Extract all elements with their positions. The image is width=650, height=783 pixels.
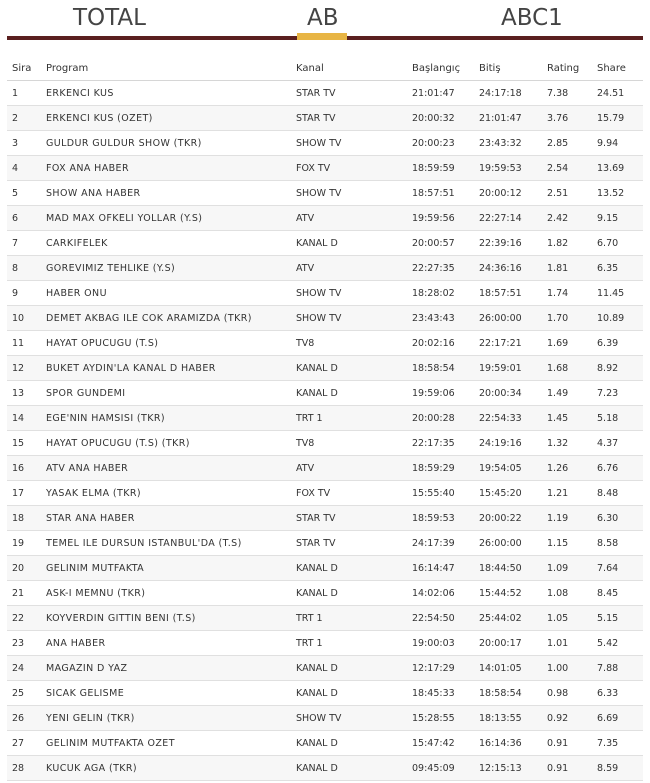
- cell-sira: 15: [7, 431, 41, 456]
- cell-share: 8.58: [592, 531, 643, 556]
- cell-bitis: 26:00:00: [474, 306, 542, 331]
- cell-bitis: 16:14:36: [474, 731, 542, 756]
- table-row: [7, 81, 643, 106]
- cell-rating: 0.91: [542, 731, 592, 756]
- cell-sira: 20: [7, 556, 41, 581]
- table-row: [7, 406, 643, 431]
- cell-sira: 13: [7, 381, 41, 406]
- cell-baslangic: 22:17:35: [407, 431, 474, 456]
- cell-program: MAGAZIN D YAZ: [41, 656, 291, 681]
- cell-share: 7.64: [592, 556, 643, 581]
- cell-rating: 1.32: [542, 431, 592, 456]
- cell-kanal: SHOW TV: [291, 706, 407, 731]
- cell-baslangic: 18:59:53: [407, 506, 474, 531]
- cell-program: STAR ANA HABER: [41, 506, 291, 531]
- cell-bitis: 24:19:16: [474, 431, 542, 456]
- table-row: [7, 506, 643, 531]
- cell-kanal: STAR TV: [291, 81, 407, 106]
- cell-rating: 1.00: [542, 656, 592, 681]
- cell-program: KUCUK AGA (TKR): [41, 756, 291, 781]
- cell-program: GELINIM MUTFAKTA: [41, 556, 291, 581]
- cell-program: FOX ANA HABER: [41, 156, 291, 181]
- table-row: [7, 531, 643, 556]
- cell-sira: 18: [7, 506, 41, 531]
- cell-baslangic: 18:59:29: [407, 456, 474, 481]
- cell-sira: 22: [7, 606, 41, 631]
- cell-kanal: TRT 1: [291, 631, 407, 656]
- table-row: [7, 606, 643, 631]
- cell-share: 6.39: [592, 331, 643, 356]
- cell-baslangic: 18:58:54: [407, 356, 474, 381]
- cell-share: 6.35: [592, 256, 643, 281]
- header-share[interactable]: Share: [592, 56, 643, 81]
- cell-bitis: 15:45:20: [474, 481, 542, 506]
- cell-baslangic: 19:59:06: [407, 381, 474, 406]
- cell-rating: 7.38: [542, 81, 592, 106]
- header-baslangic[interactable]: Başlangıç: [407, 56, 474, 81]
- cell-rating: 1.09: [542, 556, 592, 581]
- cell-bitis: 20:00:12: [474, 181, 542, 206]
- cell-baslangic: 18:59:59: [407, 156, 474, 181]
- cell-share: 15.79: [592, 106, 643, 131]
- cell-kanal: STAR TV: [291, 506, 407, 531]
- table-row: [7, 356, 643, 381]
- cell-program: CARKIFELEK: [41, 231, 291, 256]
- cell-program: YASAK ELMA (TKR): [41, 481, 291, 506]
- cell-rating: 2.54: [542, 156, 592, 181]
- cell-baslangic: 20:00:23: [407, 131, 474, 156]
- cell-sira: 5: [7, 181, 41, 206]
- cell-baslangic: 21:01:47: [407, 81, 474, 106]
- cell-program: HAYAT OPUCUGU (T.S): [41, 331, 291, 356]
- table-row: [7, 281, 643, 306]
- cell-share: 6.33: [592, 681, 643, 706]
- cell-baslangic: 15:55:40: [407, 481, 474, 506]
- table-body: [7, 81, 643, 781]
- cell-sira: 19: [7, 531, 41, 556]
- cell-rating: 0.92: [542, 706, 592, 731]
- cell-share: 5.18: [592, 406, 643, 431]
- table-row: [7, 181, 643, 206]
- cell-bitis: 20:00:17: [474, 631, 542, 656]
- cell-bitis: 15:44:52: [474, 581, 542, 606]
- cell-kanal: TV8: [291, 431, 407, 456]
- cell-kanal: ATV: [291, 456, 407, 481]
- cell-share: 7.88: [592, 656, 643, 681]
- cell-rating: 1.74: [542, 281, 592, 306]
- cell-kanal: SHOW TV: [291, 181, 407, 206]
- ratings-table: [7, 56, 643, 781]
- cell-bitis: 22:27:14: [474, 206, 542, 231]
- cell-kanal: STAR TV: [291, 106, 407, 131]
- cell-sira: 26: [7, 706, 41, 731]
- cell-bitis: 23:43:32: [474, 131, 542, 156]
- table-row: [7, 556, 643, 581]
- cell-sira: 4: [7, 156, 41, 181]
- cell-program: ERKENCI KUS (OZET): [41, 106, 291, 131]
- cell-rating: 1.45: [542, 406, 592, 431]
- cell-baslangic: 23:43:43: [407, 306, 474, 331]
- cell-program: TEMEL ILE DURSUN ISTANBUL'DA (T.S): [41, 531, 291, 556]
- cell-kanal: FOX TV: [291, 156, 407, 181]
- cell-rating: 2.51: [542, 181, 592, 206]
- cell-share: 8.45: [592, 581, 643, 606]
- header-rating[interactable]: Rating: [542, 56, 592, 81]
- cell-program: SHOW ANA HABER: [41, 181, 291, 206]
- table-header-row: [7, 56, 643, 81]
- cell-program: ANA HABER: [41, 631, 291, 656]
- cell-rating: 1.01: [542, 631, 592, 656]
- cell-baslangic: 18:45:33: [407, 681, 474, 706]
- cell-kanal: ATV: [291, 206, 407, 231]
- cell-rating: 0.91: [542, 756, 592, 781]
- cell-baslangic: 14:02:06: [407, 581, 474, 606]
- header-kanal[interactable]: Kanal: [291, 56, 407, 81]
- cell-kanal: KANAL D: [291, 681, 407, 706]
- cell-sira: 11: [7, 331, 41, 356]
- cell-program: GOREVIMIZ TEHLIKE (Y.S): [41, 256, 291, 281]
- cell-baslangic: 19:59:56: [407, 206, 474, 231]
- cell-rating: 1.68: [542, 356, 592, 381]
- cell-program: ATV ANA HABER: [41, 456, 291, 481]
- cell-bitis: 18:57:51: [474, 281, 542, 306]
- table-row: [7, 481, 643, 506]
- table-row: [7, 231, 643, 256]
- cell-bitis: 19:59:53: [474, 156, 542, 181]
- cell-kanal: KANAL D: [291, 356, 407, 381]
- cell-rating: 1.05: [542, 606, 592, 631]
- table-row: [7, 631, 643, 656]
- table-row: [7, 581, 643, 606]
- cell-program: KOYVERDIN GITTIN BENI (T.S): [41, 606, 291, 631]
- cell-bitis: 26:00:00: [474, 531, 542, 556]
- cell-program: GULDUR GULDUR SHOW (TKR): [41, 131, 291, 156]
- cell-sira: 16: [7, 456, 41, 481]
- cell-kanal: SHOW TV: [291, 306, 407, 331]
- cell-rating: 1.69: [542, 331, 592, 356]
- cell-share: 9.15: [592, 206, 643, 231]
- tab-total[interactable]: TOTAL: [73, 5, 146, 31]
- cell-bitis: 24:36:16: [474, 256, 542, 281]
- cell-baslangic: 15:28:55: [407, 706, 474, 731]
- cell-bitis: 18:44:50: [474, 556, 542, 581]
- cell-program: GELINIM MUTFAKTA OZET: [41, 731, 291, 756]
- cell-kanal: KANAL D: [291, 656, 407, 681]
- cell-sira: 24: [7, 656, 41, 681]
- cell-share: 6.30: [592, 506, 643, 531]
- cell-program: ASK-I MEMNU (TKR): [41, 581, 291, 606]
- cell-program: HAYAT OPUCUGU (T.S) (TKR): [41, 431, 291, 456]
- table-row: [7, 381, 643, 406]
- cell-sira: 1: [7, 81, 41, 106]
- cell-share: 13.52: [592, 181, 643, 206]
- cell-rating: 1.70: [542, 306, 592, 331]
- cell-baslangic: 24:17:39: [407, 531, 474, 556]
- table-row: [7, 156, 643, 181]
- table-row: [7, 656, 643, 681]
- cell-sira: 8: [7, 256, 41, 281]
- cell-program: YENI GELIN (TKR): [41, 706, 291, 731]
- cell-share: 4.37: [592, 431, 643, 456]
- cell-program: SPOR GUNDEMI: [41, 381, 291, 406]
- cell-kanal: TRT 1: [291, 606, 407, 631]
- cell-program: MAD MAX OFKELI YOLLAR (Y.S): [41, 206, 291, 231]
- cell-bitis: 19:54:05: [474, 456, 542, 481]
- table-row: [7, 456, 643, 481]
- cell-rating: 1.81: [542, 256, 592, 281]
- cell-sira: 12: [7, 356, 41, 381]
- table-row: [7, 106, 643, 131]
- active-tab-indicator: [297, 33, 347, 40]
- cell-bitis: 24:17:18: [474, 81, 542, 106]
- cell-share: 11.45: [592, 281, 643, 306]
- table-row: [7, 256, 643, 281]
- table-row: [7, 756, 643, 781]
- cell-kanal: KANAL D: [291, 231, 407, 256]
- cell-rating: 2.42: [542, 206, 592, 231]
- header-program[interactable]: Program: [41, 56, 291, 81]
- cell-kanal: KANAL D: [291, 756, 407, 781]
- cell-bitis: 19:59:01: [474, 356, 542, 381]
- cell-sira: 28: [7, 756, 41, 781]
- table-row: [7, 431, 643, 456]
- cell-program: HABER ONU: [41, 281, 291, 306]
- cell-kanal: TV8: [291, 331, 407, 356]
- tab-abc1[interactable]: ABC1: [501, 5, 563, 31]
- cell-program: ERKENCI KUS: [41, 81, 291, 106]
- cell-sira: 3: [7, 131, 41, 156]
- cell-baslangic: 12:17:29: [407, 656, 474, 681]
- cell-bitis: 12:15:13: [474, 756, 542, 781]
- cell-bitis: 22:39:16: [474, 231, 542, 256]
- cell-bitis: 21:01:47: [474, 106, 542, 131]
- cell-share: 7.23: [592, 381, 643, 406]
- cell-bitis: 20:00:22: [474, 506, 542, 531]
- cell-rating: 0.98: [542, 681, 592, 706]
- cell-kanal: ATV: [291, 256, 407, 281]
- cell-rating: 2.85: [542, 131, 592, 156]
- cell-program: DEMET AKBAG ILE COK ARAMIZDA (TKR): [41, 306, 291, 331]
- cell-baslangic: 16:14:47: [407, 556, 474, 581]
- cell-sira: 10: [7, 306, 41, 331]
- cell-rating: 1.08: [542, 581, 592, 606]
- cell-kanal: KANAL D: [291, 556, 407, 581]
- cell-rating: 1.15: [542, 531, 592, 556]
- cell-bitis: 18:13:55: [474, 706, 542, 731]
- cell-baslangic: 20:00:57: [407, 231, 474, 256]
- cell-bitis: 22:54:33: [474, 406, 542, 431]
- cell-kanal: SHOW TV: [291, 281, 407, 306]
- cell-share: 5.42: [592, 631, 643, 656]
- cell-share: 10.89: [592, 306, 643, 331]
- cell-sira: 9: [7, 281, 41, 306]
- cell-kanal: KANAL D: [291, 381, 407, 406]
- cell-rating: 1.82: [542, 231, 592, 256]
- cell-sira: 7: [7, 231, 41, 256]
- cell-baslangic: 20:00:32: [407, 106, 474, 131]
- cell-baslangic: 20:00:28: [407, 406, 474, 431]
- cell-share: 8.48: [592, 481, 643, 506]
- table-row: [7, 131, 643, 156]
- cell-sira: 25: [7, 681, 41, 706]
- cell-sira: 23: [7, 631, 41, 656]
- cell-sira: 14: [7, 406, 41, 431]
- cell-sira: 6: [7, 206, 41, 231]
- cell-bitis: 14:01:05: [474, 656, 542, 681]
- cell-share: 6.69: [592, 706, 643, 731]
- cell-share: 8.59: [592, 756, 643, 781]
- cell-bitis: 25:44:02: [474, 606, 542, 631]
- cell-rating: 1.49: [542, 381, 592, 406]
- table-row: [7, 306, 643, 331]
- cell-bitis: 22:17:21: [474, 331, 542, 356]
- cell-program: EGE'NIN HAMSISI (TKR): [41, 406, 291, 431]
- cell-kanal: KANAL D: [291, 731, 407, 756]
- cell-rating: 1.19: [542, 506, 592, 531]
- cell-bitis: 18:58:54: [474, 681, 542, 706]
- cell-rating: 1.21: [542, 481, 592, 506]
- cell-baslangic: 18:28:02: [407, 281, 474, 306]
- cell-rating: 1.26: [542, 456, 592, 481]
- tab-ab[interactable]: AB: [307, 5, 339, 31]
- cell-share: 8.92: [592, 356, 643, 381]
- table-row: [7, 706, 643, 731]
- header-sira[interactable]: Sira: [7, 56, 41, 81]
- cell-sira: 17: [7, 481, 41, 506]
- cell-program: SICAK GELISME: [41, 681, 291, 706]
- cell-baslangic: 18:57:51: [407, 181, 474, 206]
- cell-kanal: SHOW TV: [291, 131, 407, 156]
- table-row: [7, 681, 643, 706]
- cell-baslangic: 22:27:35: [407, 256, 474, 281]
- cell-share: 6.76: [592, 456, 643, 481]
- audience-tabs: [0, 0, 650, 44]
- cell-bitis: 20:00:34: [474, 381, 542, 406]
- cell-kanal: TRT 1: [291, 406, 407, 431]
- cell-share: 5.15: [592, 606, 643, 631]
- cell-share: 7.35: [592, 731, 643, 756]
- cell-kanal: KANAL D: [291, 581, 407, 606]
- header-bitis[interactable]: Bitiş: [474, 56, 542, 81]
- cell-baslangic: 19:00:03: [407, 631, 474, 656]
- table-row: [7, 731, 643, 756]
- cell-sira: 2: [7, 106, 41, 131]
- cell-baslangic: 09:45:09: [407, 756, 474, 781]
- cell-baslangic: 22:54:50: [407, 606, 474, 631]
- cell-sira: 21: [7, 581, 41, 606]
- cell-kanal: FOX TV: [291, 481, 407, 506]
- table-row: [7, 206, 643, 231]
- cell-program: BUKET AYDIN'LA KANAL D HABER: [41, 356, 291, 381]
- cell-baslangic: 15:47:42: [407, 731, 474, 756]
- cell-share: 13.69: [592, 156, 643, 181]
- cell-sira: 27: [7, 731, 41, 756]
- cell-baslangic: 20:02:16: [407, 331, 474, 356]
- cell-rating: 3.76: [542, 106, 592, 131]
- cell-share: 24.51: [592, 81, 643, 106]
- cell-share: 6.70: [592, 231, 643, 256]
- cell-share: 9.94: [592, 131, 643, 156]
- cell-kanal: STAR TV: [291, 531, 407, 556]
- table-row: [7, 331, 643, 356]
